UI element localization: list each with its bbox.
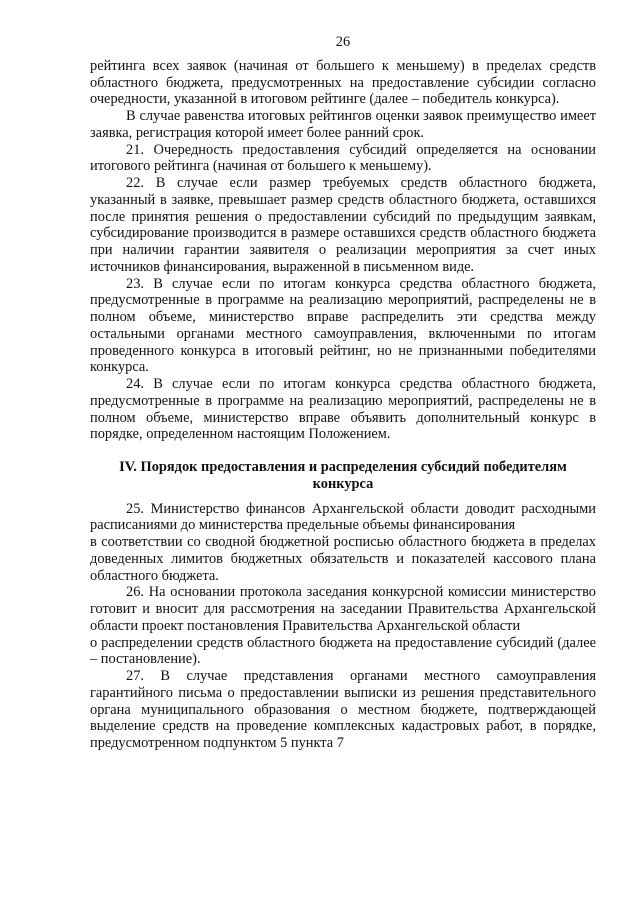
paragraph-26-part-2: о распределении средств областного бюджета на предоставление субсидий (далее – постановление). (90, 634, 596, 668)
paragraph-26-part-1: 26. На основании протокола заседания конкурсной комиссии министерство готовит и вносит для рассмотрения на заседании Правительства Архангельской области проект постановления Правительства Архангельской области (90, 584, 596, 634)
section-heading: IV. Порядок предоставления и распределения субсидий победителям конкурса (119, 459, 567, 492)
paragraph-25-part-1: 25. Министерство финансов Архангельской области доводит расходными расписаниями до министерства предельные объемы финансирования (90, 500, 596, 534)
paragraph-equal-rating: В случае равенства итоговых рейтингов оценки заявок преимущество имеет заявка, регистрация которой имеет более ранний срок. (90, 108, 596, 141)
paragraph-27: 27. В случае представления органами местного самоуправления гарантийного письма о предоставлении выписки из решения представительного органа муниципального образования о местном бюджете, подтверждающей выделение средств на проведение комплексных кадастровых работ, в порядке, предусмотренном подпунктом 5 пункта 7 (90, 668, 596, 751)
section-spacer (90, 443, 596, 459)
paragraph-21: 21. Очередность предоставления субсидий определяется на основании итогового рейтинга (начиная от большего к меньшему). (90, 141, 596, 175)
paragraph-23: 23. В случае если по итогам конкурса средства областного бюджета, предусмотренные в программе на реализацию мероприятий, распределены не в полном объеме, министерство вправе распределить эти средства между остальными органами местного самоуправления, включенными по итогам проведенного конкурса в итоговый рейтинг, но не признанными победителями конкурса. (90, 275, 596, 376)
paragraph-24: 24. В случае если по итогам конкурса средства областного бюджета, предусмотренные в программе на реализацию мероприятий, распределены не в полном объеме, министерство вправе объявить дополнительный конкурс в порядке, определенном настоящим Положением. (90, 376, 596, 443)
page-number: 26 (335, 34, 351, 50)
paragraph-22: 22. В случае если размер требуемых средств областного бюджета, указанный в заявке, превышает размер средств областного бюджета, оставшихся после принятия решения о предоставлении субсидий по предыдущим заявкам, субсидирование производится в размере оставшихся средств областного бюджета при наличии гарантии заявителя о реализации мероприятия за счет иных источников финансирования, выраженной в письменном виде. (90, 175, 596, 275)
paragraph-25-part-2: в соответствии со сводной бюджетной росписью областного бюджета в пределах доведенных лимитов бюджетных обязательств и показателей кассового плана областного бюджета. (90, 534, 596, 584)
paragraph-continuation: рейтинга всех заявок (начиная от большего к меньшему) в пределах средств областного бюджета, предусмотренных на предоставление субсидии согласно очередности, указанной в итоговом рейтинге (далее – победитель конкурса). (90, 57, 596, 108)
